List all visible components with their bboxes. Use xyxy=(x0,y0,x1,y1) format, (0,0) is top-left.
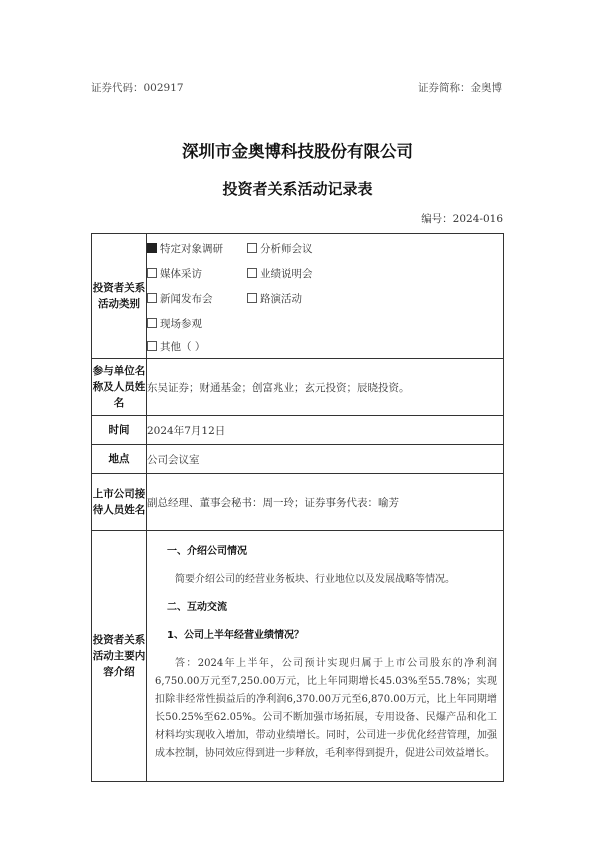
option-label: 路演活动 xyxy=(260,293,302,305)
checkbox-icon xyxy=(247,243,257,253)
option-label: 媒体采访 xyxy=(160,268,202,280)
company-title: 深圳市金奥博科技股份有限公司 xyxy=(182,142,413,161)
participants-label: 参与单位名称及人员姓名 xyxy=(92,359,147,416)
section-heading-qa: 二、互动交流 xyxy=(167,602,227,613)
time-row xyxy=(92,416,504,445)
option-earnings-call[interactable] xyxy=(247,266,313,281)
stock-code: 证券代码：002917 xyxy=(91,82,184,94)
location-row xyxy=(92,445,504,474)
receptionists-row xyxy=(92,474,504,531)
activity-type-label: 投资者关系活动类别 xyxy=(92,234,147,359)
option-analyst-meeting[interactable] xyxy=(247,241,313,256)
participants-value: 东吴证券；财通基金；创富兆业；玄元投资；辰晓投资。 xyxy=(147,359,504,416)
stock-name: 证券简称：金奥博 xyxy=(418,82,502,94)
option-other[interactable] xyxy=(147,339,205,354)
option-label: 业绩说明会 xyxy=(260,268,313,280)
record-number: 编号：2024-016 xyxy=(421,213,503,225)
checkbox-icon xyxy=(247,268,257,278)
time-label: 时间 xyxy=(92,416,147,445)
receptionists-label: 上市公司接待人员姓名 xyxy=(92,474,147,531)
participants-row xyxy=(92,359,504,416)
location-value: 公司会议室 xyxy=(147,445,504,474)
main-content-body xyxy=(147,531,504,782)
time-value: 2024年7月12日 xyxy=(147,416,504,445)
option-label: 特定对象调研 xyxy=(160,243,223,255)
record-table xyxy=(91,233,504,782)
option-roadshow[interactable] xyxy=(247,291,302,306)
document-title: 投资者关系活动记录表 xyxy=(222,180,373,198)
section-heading-intro: 一、介绍公司情况 xyxy=(167,546,247,557)
option-specific-research[interactable] xyxy=(147,241,223,256)
option-label: 新闻发布会 xyxy=(160,293,213,305)
option-label: 其他（ ） xyxy=(160,341,206,353)
checkbox-icon xyxy=(247,293,257,303)
question-1: 1、公司上半年经营业绩情况？ xyxy=(167,630,304,641)
activity-type-options xyxy=(147,234,504,359)
option-label: 分析师会议 xyxy=(260,243,313,255)
answer-1: 答：2024年上半年，公司预计实现归属于上市公司股东的净利润6,750.00万元至7,250.00万元，比上年同期增长45.03%至55.78%；实现扣除非经常性损益后的净利润6,370.00万元至6,870.00万元，比上年同期增长50.25%至62.05%。公司不断加强市场拓展，专用设备、民爆产品和化工材料均实现收入增加，带动业绩增长。同时，公司进一步优化经营管理，加强成本控制，协同效应得到进一步释放，毛利率得到提升，促进公司效益增长。 xyxy=(155,658,497,759)
option-media-interview[interactable] xyxy=(147,266,202,281)
activity-type-row xyxy=(92,234,504,359)
checkbox-icon xyxy=(147,293,157,303)
option-site-visit[interactable] xyxy=(147,316,202,331)
receptionists-value: 副总经理、董事会秘书：周一玲；证券事务代表：喻芳 xyxy=(147,474,504,531)
main-content-label: 投资者关系活动主要内容介绍 xyxy=(92,531,147,782)
checkbox-icon xyxy=(147,268,157,278)
option-label: 现场参观 xyxy=(160,318,202,330)
location-label: 地点 xyxy=(92,445,147,474)
checkbox-icon xyxy=(147,341,157,351)
section-intro-text: 简要介绍公司的经营业务板块、行业地位以及发展战略等情况。 xyxy=(175,574,455,585)
checkbox-icon xyxy=(147,318,157,328)
main-content-row xyxy=(92,531,504,782)
checked-box-icon xyxy=(147,243,157,253)
option-press-conference[interactable] xyxy=(147,291,213,306)
